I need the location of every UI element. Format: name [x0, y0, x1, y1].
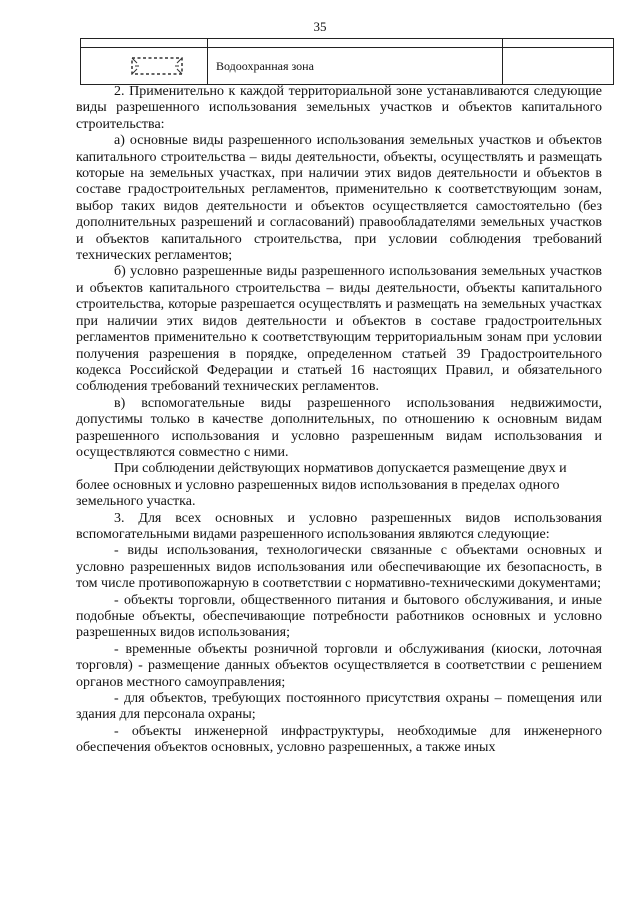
legend-cell	[208, 39, 503, 48]
legend-cell	[503, 48, 614, 85]
paragraph-note: При соблюдении действующих нормативов допускается размещение двух и более основных и условно разрешенных видов использования в пределах одного земельного участка.	[76, 461, 567, 510]
legend-cell	[503, 39, 614, 48]
body-text	[76, 84, 602, 757]
paragraph-clause-3: 3. Для всех основных и условно разрешенных видов использования вспомогательными видами разрешенного использования являются следующие:	[76, 510, 602, 542]
legend-row-water-zone	[81, 48, 614, 85]
water-protection-zone-symbol-icon	[129, 55, 185, 77]
legend-cell	[81, 39, 208, 48]
list-item: - виды использования, технологически связанные с объектами основных и условно разрешенных видов использования или обеспечивающие их безопасность, в том числе противопожарную в соответствии с нормативно-техническими документами;	[76, 543, 602, 592]
list-item: - объекты инженерной инфраструктуры, необходимые для инженерного обеспечения объектов основных, условно разрешенных, а также иных	[76, 723, 602, 756]
paragraph-clause-2b: б) условно разрешенные виды разрешенного использования земельных участков и объектов капитального строительства – виды деятельности, объекты капитального строительства, которые разрешается осуществлять и размещать на земельных участках при наличии этих видов деятельности и объектов в составе градостроительных регламентов применительно к соответствующим территориальным зонам при условии получения разрешения в порядке, определенном статьей 39 Градостроительного кодекса Российской Федерации и статьей 16 настоящих Правил, и обязательного соблюдения требований технических регламентов.	[76, 264, 602, 395]
legend-symbol-cell	[81, 48, 208, 85]
paragraph-clause-2: 2. Применительно к каждой территориальной зоне устанавливаются следующие виды разрешенного использования земельных участков и объектов капитального строительства:	[76, 84, 602, 132]
legend-zone-label: Водоохранная зона	[208, 48, 503, 85]
legend-table	[80, 38, 614, 85]
page-number: 35	[313, 19, 327, 34]
legend-header-row	[81, 39, 614, 48]
list-item: - для объектов, требующих постоянного присутствия охраны – помещения или здания для персонала охраны;	[76, 691, 602, 723]
paragraph-clause-2a: а) основные виды разрешенного использования земельных участков и объектов капитального строительства – виды деятельности, объекты, осуществлять и размещать которые на земельных участках, при наличии этих видов деятельности и объектов в составе градостроительных регламентов, применительно к соответствующим зонам, выбор таких видов деятельности и объектов осуществляется самостоятельно (без дополнительных разрешений и согласований) правообладателями земельных участков и объектов капитального строительства, при условии соблюдения требований технических регламентов;	[76, 133, 602, 264]
paragraph-clause-2v: в) вспомогательные виды разрешенного использования недвижимости, допустимы только в качестве дополнительных, по отношению к основным видам разрешенного использования и условно разрешенным видам использования и осуществляются совместно с ними.	[76, 395, 602, 460]
list-item: - объекты торговли, общественного питания и бытового обслуживания, и иные подобные объекты, обеспечивающие потребности работников основных и условно разрешенных видов использования;	[76, 592, 602, 641]
list-item: - временные объекты розничной торговли и обслуживания (киоски, лоточная торговля) - размещение данных объектов осуществляется в соответствии с решением органов местного самоуправления;	[76, 641, 602, 690]
